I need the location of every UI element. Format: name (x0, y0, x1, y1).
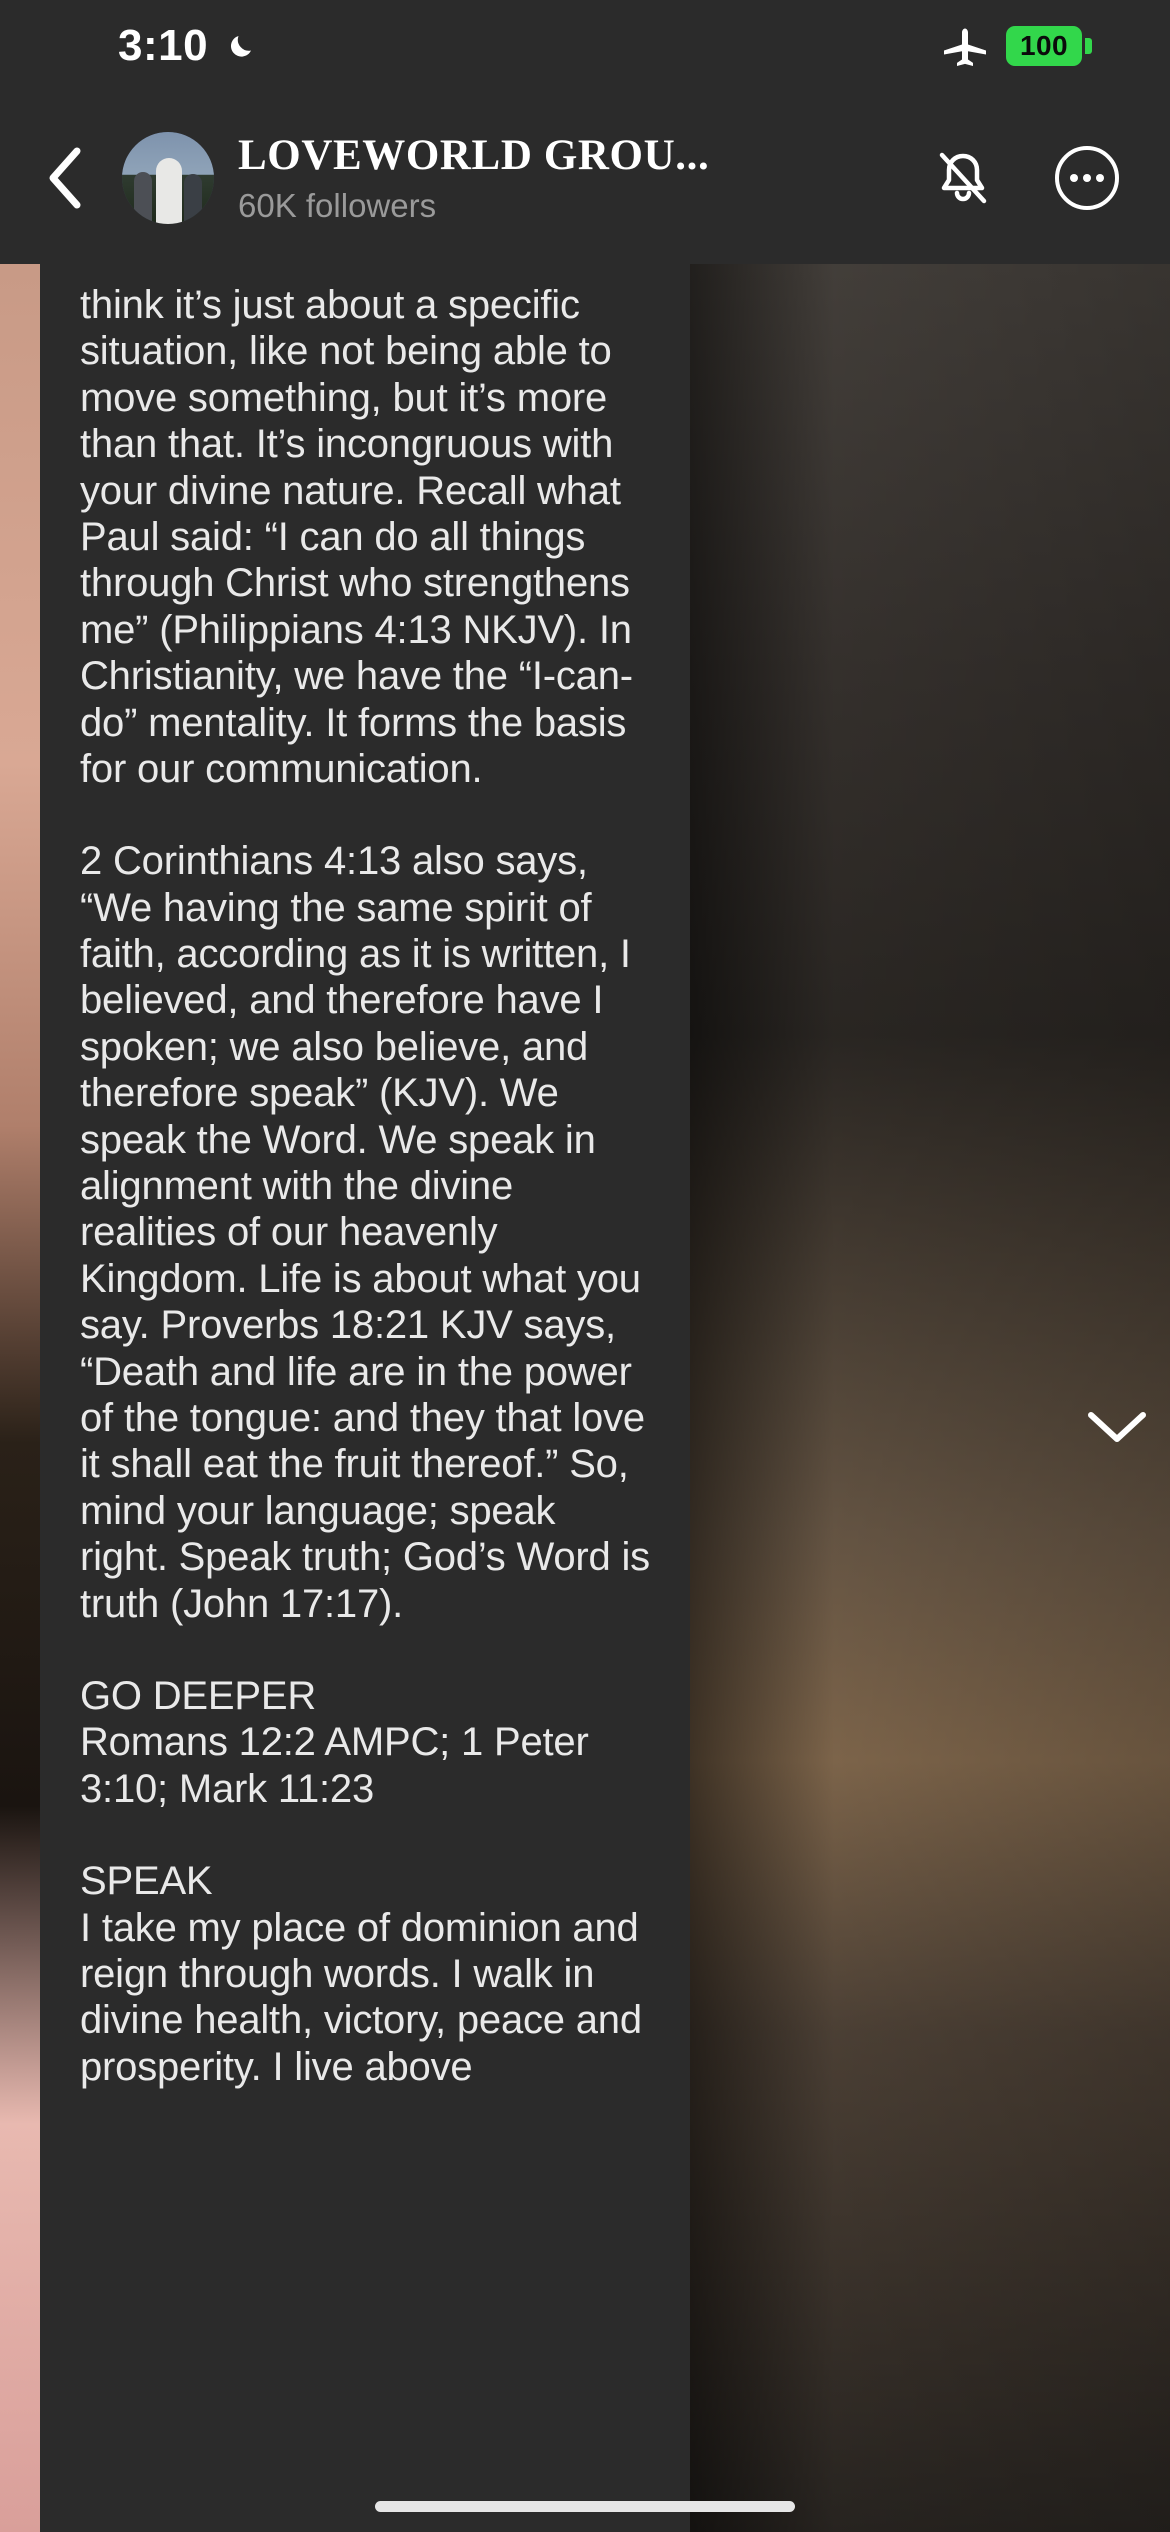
battery-indicator (1006, 26, 1092, 66)
channel-title-block[interactable] (238, 131, 758, 225)
status-bar-left (118, 21, 260, 71)
go-deeper-heading: GO DEEPER (80, 1673, 317, 1718)
airplane-mode-icon (942, 24, 988, 68)
paragraph-spacer (80, 792, 650, 838)
home-indicator[interactable] (375, 2501, 795, 2512)
follower-count: 60K followers (238, 187, 437, 224)
bell-muted-icon[interactable] (924, 139, 1002, 217)
speak-text: I take my place of dominion and reign through words. I walk in divine health, victory, peace and prosperity. I live above (80, 1905, 653, 2089)
speak-heading: SPEAK (80, 1859, 213, 1904)
page-title: LOVEWORLD GROU... (238, 132, 710, 179)
moon-icon (226, 29, 260, 63)
back-button[interactable] (10, 123, 120, 233)
battery-body (1006, 26, 1082, 66)
battery-cap (1085, 38, 1092, 54)
message-bubble[interactable] (40, 264, 690, 2532)
paragraph-spacer (80, 1627, 650, 1673)
battery-percent: 100 (1020, 30, 1068, 61)
status-bar-right (942, 24, 1092, 68)
go-deeper-references: Romans 12:2 AMPC; 1 Peter 3:10; Mark 11:23 (80, 1720, 600, 1811)
chevron-down-icon[interactable] (1082, 1392, 1152, 1462)
status-bar (0, 0, 1170, 92)
paragraph-spacer (80, 1812, 650, 1858)
message-paragraph-1: think it’s just about a specific situation, like not being able to move something, but it’s more than that. It’s incongruous with your divine nature. Recall what Paul said: “I can do all things through Christ who strengthens me” (Philippians 4:13 NKJV). In Christianity, we have the “I-can-do” mentality. It forms the basis for our communication. (80, 283, 643, 791)
more-options-icon[interactable] (1048, 139, 1126, 217)
header-actions (924, 139, 1126, 217)
status-time: 3:10 (118, 21, 209, 70)
home-indicator-zone (0, 2486, 1170, 2532)
avatar[interactable] (122, 132, 214, 224)
message-paragraph-2: 2 Corinthians 4:13 also says, “We having the same spirit of faith, according as it is written, I believed, and therefore have I spoken; we also believe, and therefore speak” (KJV). We speak the Word. We speak in alignment with the divine realities of our heavenly Kingdom. Life is about what you say. Proverbs 18:21 KJV says, “Death and life are in the power of the tongue: and they that love it shall eat the fruit thereof.” So, mind your language; speak right. Speak truth; God’s Word is truth (John 17:17). (80, 839, 661, 1626)
channel-header (0, 92, 1170, 264)
wallpaper-left-strip (0, 264, 40, 2532)
